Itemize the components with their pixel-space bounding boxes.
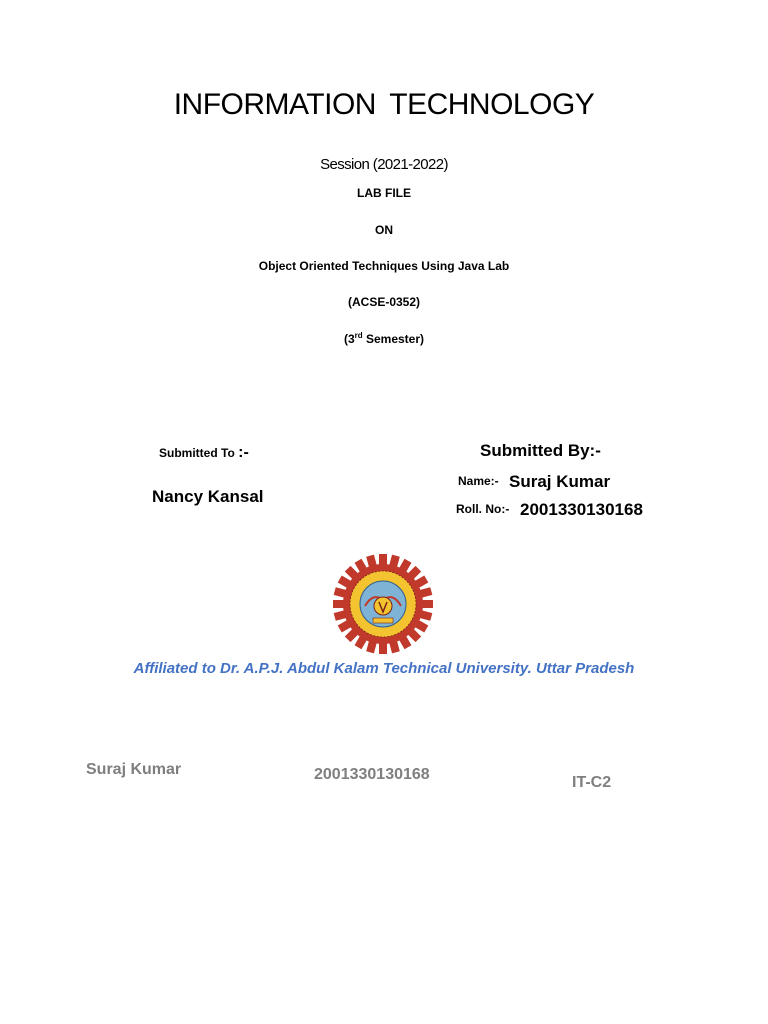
submitted-to-label: [159, 444, 249, 462]
university-emblem-icon: [333, 554, 433, 654]
roll-number: 2001330130168: [520, 500, 643, 519]
submitted-to-colon: :-: [238, 444, 249, 461]
name-label: Name:-: [458, 474, 499, 488]
document-title: INFORMATION TECHNOLOGY: [173, 88, 595, 121]
footer-roll-number: 2001330130168: [314, 766, 430, 783]
submitted-to-text: Submitted To: [159, 446, 239, 460]
roll-label: Roll. No:-: [456, 502, 510, 516]
footer-student-name: Suraj Kumar: [86, 761, 182, 778]
submitted-by-heading: Submitted By:-: [480, 441, 601, 460]
course-code: (ACSE-0352): [347, 295, 421, 309]
subject-name: Object Oriented Techniques Using Java Lab: [258, 259, 510, 273]
on-label: ON: [375, 223, 393, 237]
semester-text: [0, 331, 768, 346]
semester-ordinal: rd: [354, 331, 363, 340]
teacher-name: Nancy Kansal: [152, 487, 264, 506]
lab-file-label: LAB FILE: [357, 186, 411, 200]
semester-prefix: (3: [343, 332, 355, 346]
affiliation-text: Affiliated to Dr. A.P.J. Abdul Kalam Technical University. Uttar Pradesh: [133, 660, 635, 677]
footer-class: IT-C2: [572, 774, 612, 791]
student-name: Suraj Kumar: [509, 472, 611, 491]
semester-suffix: Semester): [362, 332, 425, 346]
session-text: Session (2021-2022): [320, 156, 448, 173]
